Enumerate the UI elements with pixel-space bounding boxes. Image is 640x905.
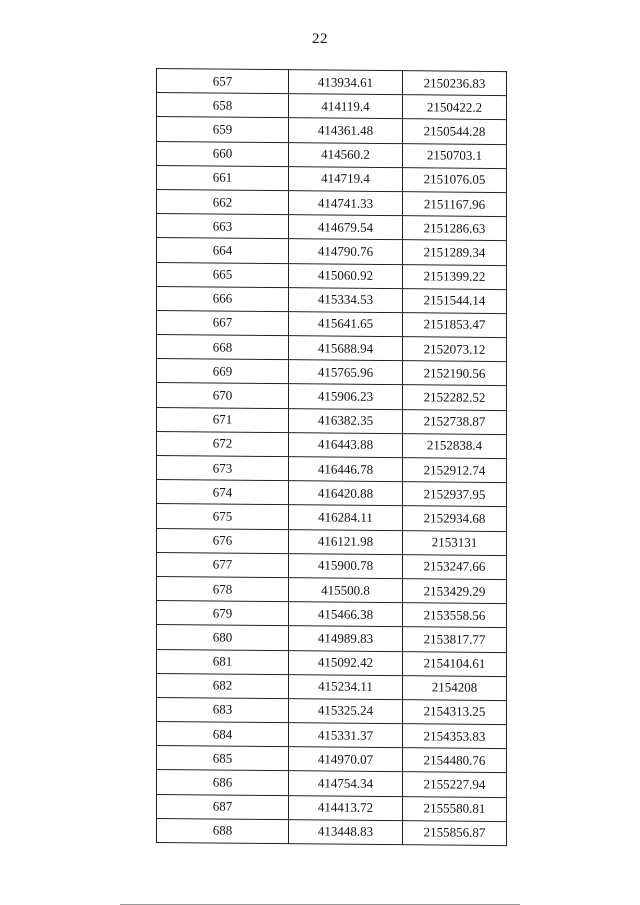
x-coordinate-cell: 415500.8 (289, 578, 403, 603)
point-number-cell: 666 (157, 286, 289, 311)
x-coordinate-cell: 415092.42 (289, 650, 403, 675)
x-coordinate-cell: 414679.54 (289, 215, 403, 240)
point-number-cell: 673 (157, 456, 289, 481)
point-number-cell: 686 (157, 770, 289, 795)
point-number-cell: 664 (157, 238, 289, 263)
point-number-cell: 669 (157, 359, 289, 384)
coordinate-table (156, 68, 507, 846)
y-coordinate-cell: 2153247.66 (403, 554, 507, 579)
y-coordinate-cell: 2151289.34 (403, 240, 507, 265)
x-coordinate-cell: 416443.88 (289, 432, 403, 457)
point-number-cell: 685 (157, 746, 289, 771)
table-row (157, 552, 507, 579)
y-coordinate-cell: 2151853.47 (403, 313, 507, 338)
y-coordinate-cell: 2151286.63 (403, 216, 507, 241)
y-coordinate-cell: 2153131 (403, 530, 507, 555)
table-row (157, 456, 507, 483)
x-coordinate-cell: 414790.76 (289, 239, 403, 264)
table-row (157, 625, 507, 652)
point-number-cell: 671 (157, 407, 289, 432)
point-number-cell: 674 (157, 480, 289, 505)
x-coordinate-cell: 415466.38 (289, 602, 403, 627)
y-coordinate-cell: 2152912.74 (403, 458, 507, 483)
point-number-cell: 665 (157, 262, 289, 287)
table-row (157, 818, 507, 845)
y-coordinate-cell: 2151544.14 (403, 288, 507, 313)
x-coordinate-cell: 415688.94 (289, 336, 403, 361)
table-row (157, 528, 507, 555)
y-coordinate-cell: 2155227.94 (403, 772, 507, 797)
table-row (157, 504, 507, 531)
point-number-cell: 672 (157, 431, 289, 456)
y-coordinate-cell: 2153429.29 (403, 579, 507, 604)
table-row (157, 286, 507, 313)
x-coordinate-cell: 415331.37 (289, 723, 403, 748)
point-number-cell: 676 (157, 528, 289, 553)
x-coordinate-cell: 415906.23 (289, 384, 403, 409)
table-row (157, 770, 507, 797)
y-coordinate-cell: 2152282.52 (403, 385, 507, 410)
y-coordinate-cell: 2152838.4 (403, 433, 507, 458)
y-coordinate-cell: 2151076.05 (403, 167, 507, 192)
y-coordinate-cell: 2152073.12 (403, 337, 507, 362)
point-number-cell: 678 (157, 576, 289, 601)
point-number-cell: 662 (157, 189, 289, 214)
point-number-cell: 688 (157, 818, 289, 843)
table-row (157, 189, 507, 216)
table-row (157, 673, 507, 700)
x-coordinate-cell: 415060.92 (289, 263, 403, 288)
y-coordinate-cell: 2151399.22 (403, 264, 507, 289)
y-coordinate-cell: 2151167.96 (403, 192, 507, 217)
x-coordinate-cell: 414719.4 (289, 166, 403, 191)
point-number-cell: 663 (157, 214, 289, 239)
table-row (157, 697, 507, 724)
point-number-cell: 687 (157, 794, 289, 819)
point-number-cell: 661 (157, 165, 289, 190)
table-row (157, 576, 507, 603)
point-number-cell: 677 (157, 552, 289, 577)
x-coordinate-cell: 415334.53 (289, 287, 403, 312)
table-row (157, 746, 507, 773)
x-coordinate-cell: 413448.83 (289, 819, 403, 844)
table-row (157, 310, 507, 337)
x-coordinate-cell: 415765.96 (289, 360, 403, 385)
x-coordinate-cell: 416382.35 (289, 408, 403, 433)
x-coordinate-cell: 414560.2 (289, 142, 403, 167)
table-row (157, 262, 507, 289)
table-row (157, 383, 507, 410)
point-number-cell: 667 (157, 310, 289, 335)
table-row (157, 722, 507, 749)
table-row (157, 601, 507, 628)
y-coordinate-cell: 2154313.25 (403, 700, 507, 725)
x-coordinate-cell: 414989.83 (289, 626, 403, 651)
table-row (157, 93, 507, 120)
y-coordinate-cell: 2155580.81 (403, 796, 507, 821)
x-coordinate-cell: 416446.78 (289, 457, 403, 482)
y-coordinate-cell: 2153558.56 (403, 603, 507, 628)
point-number-cell: 659 (157, 117, 289, 142)
y-coordinate-cell: 2150422.2 (403, 95, 507, 120)
x-coordinate-cell: 415325.24 (289, 699, 403, 724)
x-coordinate-cell: 416420.88 (289, 481, 403, 506)
y-coordinate-cell: 2152934.68 (403, 506, 507, 531)
x-coordinate-cell: 416284.11 (289, 505, 403, 530)
y-coordinate-cell: 2152738.87 (403, 409, 507, 434)
table-row (157, 165, 507, 192)
table-row (157, 794, 507, 821)
table-row (157, 431, 507, 458)
point-number-cell: 657 (157, 69, 289, 94)
x-coordinate-cell: 414754.34 (289, 771, 403, 796)
table-row (157, 238, 507, 265)
table-row (157, 407, 507, 434)
x-coordinate-cell: 414413.72 (289, 795, 403, 820)
point-number-cell: 683 (157, 697, 289, 722)
point-number-cell: 680 (157, 625, 289, 650)
table-row (157, 214, 507, 241)
x-coordinate-cell: 415900.78 (289, 553, 403, 578)
coordinate-table-body (157, 69, 507, 846)
x-coordinate-cell: 414970.07 (289, 747, 403, 772)
point-number-cell: 675 (157, 504, 289, 529)
y-coordinate-cell: 2154104.61 (403, 651, 507, 676)
point-number-cell: 660 (157, 141, 289, 166)
point-number-cell: 684 (157, 722, 289, 747)
x-coordinate-cell: 414741.33 (289, 191, 403, 216)
point-number-cell: 681 (157, 649, 289, 674)
y-coordinate-cell: 2154480.76 (403, 748, 507, 773)
y-coordinate-cell: 2153817.77 (403, 627, 507, 652)
point-number-cell: 670 (157, 383, 289, 408)
y-coordinate-cell: 2154208 (403, 675, 507, 700)
y-coordinate-cell: 2154353.83 (403, 724, 507, 749)
y-coordinate-cell: 2155856.87 (403, 820, 507, 845)
page-number: 22 (312, 31, 328, 47)
x-coordinate-cell: 414361.48 (289, 118, 403, 143)
x-coordinate-cell: 413934.61 (289, 70, 403, 95)
table-row (157, 359, 507, 386)
x-coordinate-cell: 414119.4 (289, 94, 403, 119)
y-coordinate-cell: 2150544.28 (403, 119, 507, 144)
y-coordinate-cell: 2150703.1 (403, 143, 507, 168)
table-row (157, 69, 507, 96)
x-coordinate-cell: 415234.11 (289, 674, 403, 699)
table-row (157, 335, 507, 362)
table-row (157, 141, 507, 168)
point-number-cell: 668 (157, 335, 289, 360)
x-coordinate-cell: 415641.65 (289, 312, 403, 337)
y-coordinate-cell: 2152190.56 (403, 361, 507, 386)
point-number-cell: 682 (157, 673, 289, 698)
point-number-cell: 679 (157, 601, 289, 626)
x-coordinate-cell: 416121.98 (289, 529, 403, 554)
table-row (157, 649, 507, 676)
y-coordinate-cell: 2152937.95 (403, 482, 507, 507)
table-row (157, 117, 507, 144)
table-row (157, 480, 507, 507)
y-coordinate-cell: 2150236.83 (403, 71, 507, 96)
point-number-cell: 658 (157, 93, 289, 118)
